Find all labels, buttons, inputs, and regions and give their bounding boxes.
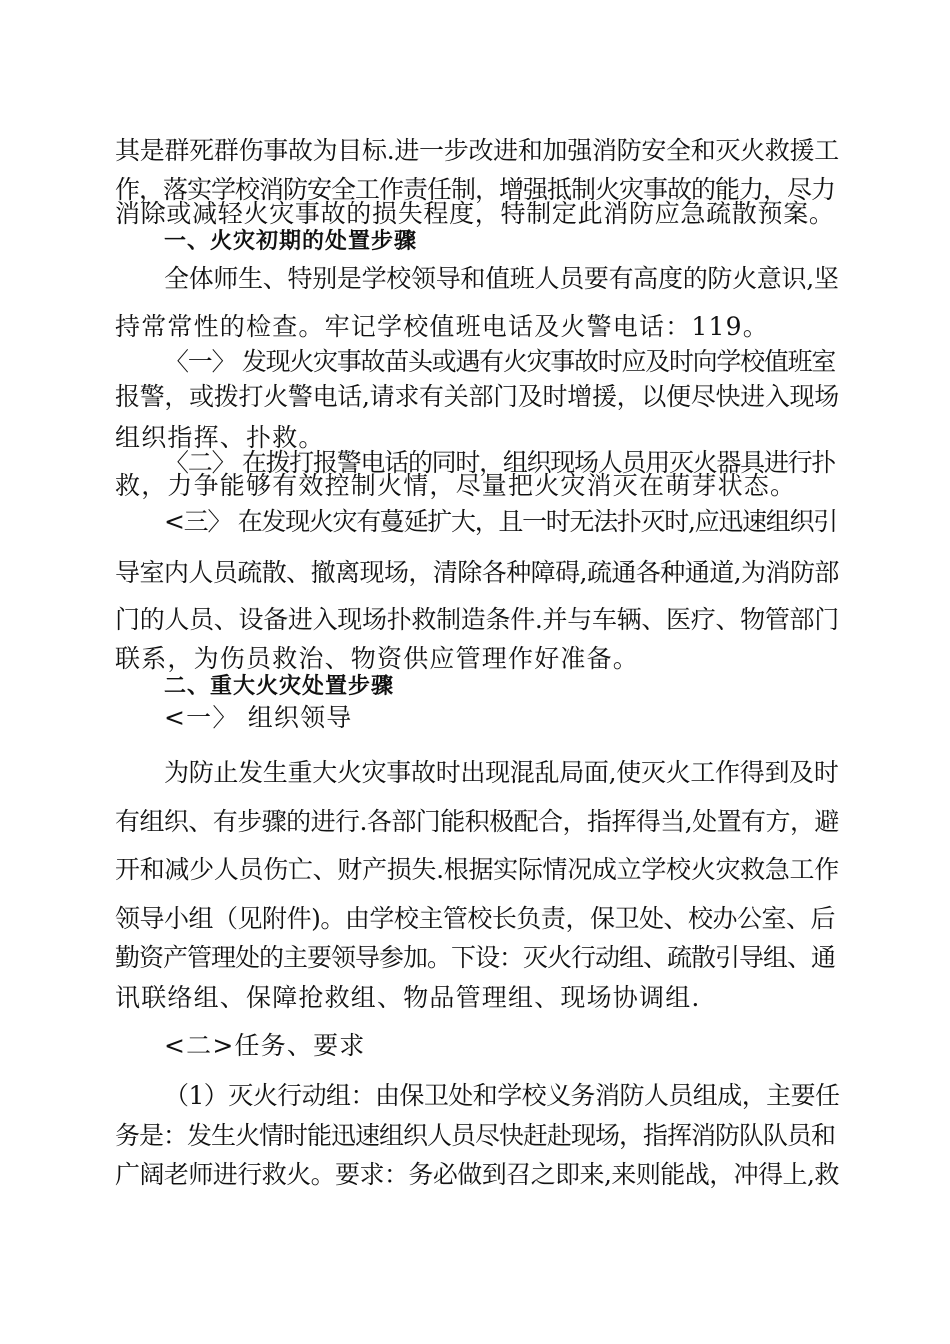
body-line: 持常常性的检查。牢记学校值班电话及火警电话：119。 xyxy=(115,312,769,341)
section-heading: 一、火灾初期的处置步骤 xyxy=(164,229,418,254)
body-line: <三〉 在发现火灾有蔓延扩大，且一时无法扑灭时,应迅速组织引 xyxy=(164,507,837,536)
body-line: 作，落实学校消防安全工作责任制，增强抵制火灾事故的能力，尽力 xyxy=(115,175,835,204)
body-line: 全体师生、特别是学校领导和值班人员要有高度的防火意识,坚 xyxy=(164,264,839,293)
body-line: 领导小组（见附件)。由学校主管校长负责，保卫处、校办公室、后 xyxy=(115,904,835,933)
body-line: 联系，为伤员救治、物资供应管理作好准备。 xyxy=(115,644,640,673)
body-line: 报警，或拨打火警电话,请求有关部门及时增援，以便尽快进入现场 xyxy=(115,382,839,411)
subsection-heading: <二>任务、要求 xyxy=(164,1031,366,1060)
body-line: 导室内人员疏散、撤离现场，清除各种障碍,疏通各种通道,为消防部 xyxy=(115,558,839,587)
body-line: 为防止发生重大火灾事故时出现混乱局面,使灭火工作得到及时 xyxy=(164,758,839,787)
subsection-heading: <一〉 组织领导 xyxy=(164,703,353,732)
body-line: 门的人员、设备进入现场扑救制造条件.并与车辆、医疗、物管部门 xyxy=(115,605,839,634)
body-line: 有组织、有步骤的进行.各部门能积极配合，指挥得当,处置有方，避 xyxy=(115,807,839,836)
section-heading: 二、重大火灾处置步骤 xyxy=(164,674,395,699)
body-line: 消除或减轻火灾事故的损失程度，特制定此消防应急疏散预案。 xyxy=(115,199,835,228)
body-line: 其是群死群伤事故为目标.进一步改进和加强消防安全和灭火救援工 xyxy=(115,136,839,165)
body-line: 救，力争能够有效控制火情，尽量把火灾消灭在萌芽状态。 xyxy=(115,471,797,500)
body-line: 勤资产管理处的主要领导参加。下设：灭火行动组、疏散引导组、通 xyxy=(115,943,835,972)
body-line: 开和减少人员伤亡、财产损失.根据实际情况成立学校火灾救急工作 xyxy=(115,855,839,884)
body-line: 组织指挥、扑救。 xyxy=(115,423,325,452)
body-line: 讯联络组、保障抢救组、物品管理组、现场协调组. xyxy=(115,983,701,1012)
body-line: 广阔老师进行救火。要求：务必做到召之即来,来则能战，冲得上,救 xyxy=(115,1160,839,1189)
body-line: 务是：发生火情时能迅速组织人员尽快赶赴现场，指挥消防队队员和 xyxy=(115,1121,835,1150)
body-line: 〈一〉 发现火灾事故苗头或遇有火灾事故时应及时向学校值班室 xyxy=(164,347,835,376)
body-line: （1）灭火行动组：由保卫处和学校义务消防人员组成，主要任 xyxy=(164,1081,840,1110)
body-line: 〈二〉 在拨打报警电话的同时，组织现场人员用灭火器具进行扑 xyxy=(164,448,835,477)
